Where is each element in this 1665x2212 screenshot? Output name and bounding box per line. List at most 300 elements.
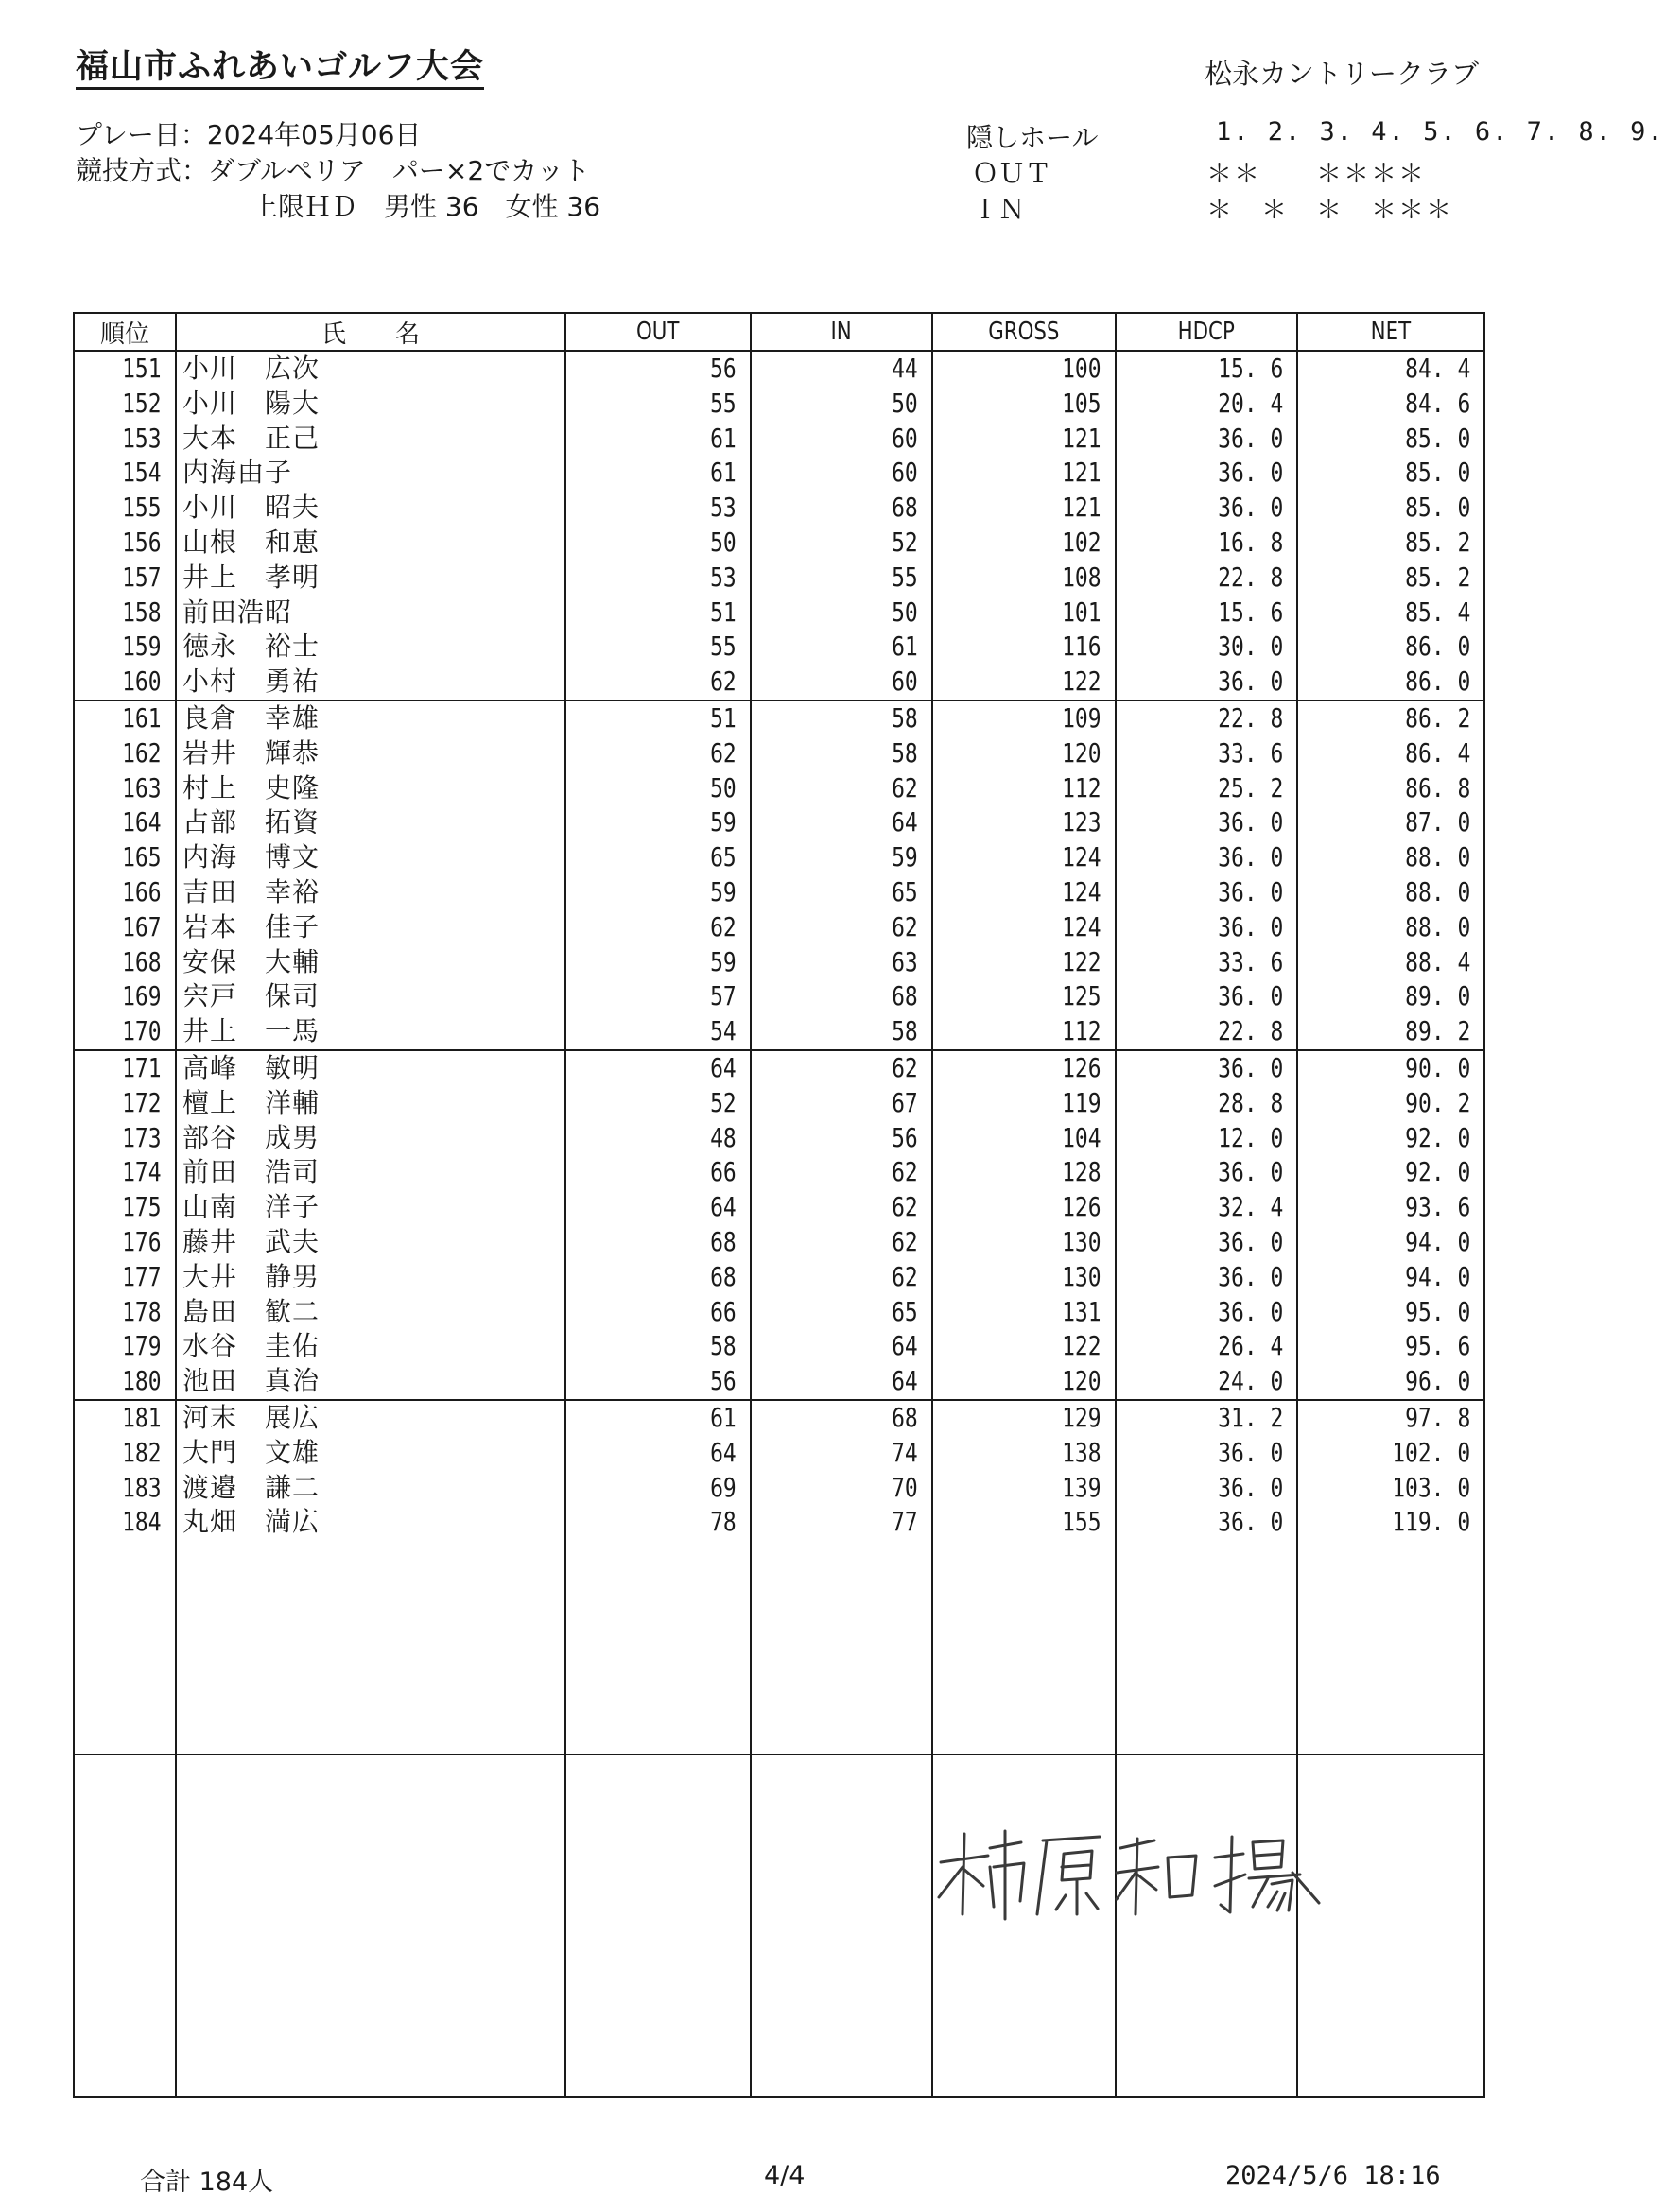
cell-rank: 169 (74, 979, 176, 1014)
cell-net: 89. 2 (1297, 1014, 1484, 1050)
cell-name: 良倉 幸雄 (176, 700, 565, 736)
cell-gross: 122 (932, 665, 1116, 700)
cell-net: 92. 0 (1297, 1121, 1484, 1156)
cell-rank: 152 (74, 387, 176, 422)
signature-row (74, 1754, 1484, 2097)
cell-name: 山根 和恵 (176, 526, 565, 561)
cell-in: 77 (751, 1505, 932, 1540)
cell-rank: 184 (74, 1505, 176, 1540)
cell-hdcp: 26. 4 (1116, 1329, 1297, 1364)
table-row (74, 1086, 1484, 1121)
cell-out: 59 (565, 875, 751, 910)
cell-rank: 167 (74, 910, 176, 945)
cell-name: 小川 陽大 (176, 387, 565, 422)
cell-hdcp: 15. 6 (1116, 596, 1297, 631)
cell-name: 大門 文雄 (176, 1436, 565, 1471)
cell-out: 55 (565, 387, 751, 422)
cell-out: 62 (565, 910, 751, 945)
cell-in: 62 (751, 1225, 932, 1260)
table-row (74, 805, 1484, 840)
cell-gross: 104 (932, 1121, 1116, 1156)
cell-name: 内海由子 (176, 456, 565, 491)
cell-net: 88. 0 (1297, 910, 1484, 945)
cell-gross: 120 (932, 1364, 1116, 1400)
cell-rank: 178 (74, 1295, 176, 1330)
cell-rank: 182 (74, 1436, 176, 1471)
signature-cell (751, 1754, 932, 2097)
cell-name: 前田 浩司 (176, 1155, 565, 1190)
cell-in: 44 (751, 351, 932, 387)
in-hidden-marks: ＊ ＊ ＊ ＊＊＊ (1206, 196, 1453, 225)
cell-gross: 126 (932, 1190, 1116, 1225)
table-row (74, 1121, 1484, 1156)
cell-net: 85. 2 (1297, 526, 1484, 561)
cell-gross: 130 (932, 1225, 1116, 1260)
cell-in: 74 (751, 1436, 932, 1471)
table-row (74, 945, 1484, 980)
cell-gross: 109 (932, 700, 1116, 736)
cell-rank: 171 (74, 1050, 176, 1086)
cell-in: 58 (751, 736, 932, 771)
cell-name: 大本 正己 (176, 422, 565, 457)
cell-hdcp: 36. 0 (1116, 1155, 1297, 1190)
table-row (74, 700, 1484, 736)
cell-in: 61 (751, 630, 932, 665)
cell-name: 小川 広次 (176, 351, 565, 387)
cell-hdcp: 36. 0 (1116, 805, 1297, 840)
cell-out: 66 (565, 1295, 751, 1330)
cell-in: 70 (751, 1471, 932, 1506)
cell-in: 64 (751, 1329, 932, 1364)
cell-gross: 128 (932, 1155, 1116, 1190)
cell-net: 94. 0 (1297, 1225, 1484, 1260)
cell-hdcp: 25. 2 (1116, 771, 1297, 806)
cell-rank: 159 (74, 630, 176, 665)
cell-gross: 102 (932, 526, 1116, 561)
cell-rank: 163 (74, 771, 176, 806)
cell-gross: 121 (932, 422, 1116, 457)
cell-out: 56 (565, 1364, 751, 1400)
cell-rank: 162 (74, 736, 176, 771)
cell-net: 90. 2 (1297, 1086, 1484, 1121)
cell-out: 78 (565, 1505, 751, 1540)
cell-in: 60 (751, 422, 932, 457)
club-name: 松永カントリークラブ (1204, 58, 1479, 90)
empty-cell (1297, 1540, 1484, 1754)
cell-net: 97. 8 (1297, 1400, 1484, 1436)
cell-in: 60 (751, 456, 932, 491)
cell-gross: 130 (932, 1260, 1116, 1295)
cell-out: 64 (565, 1190, 751, 1225)
cell-net: 85. 2 (1297, 561, 1484, 596)
cell-gross: 139 (932, 1471, 1116, 1506)
cell-gross: 101 (932, 596, 1116, 631)
cell-hdcp: 22. 8 (1116, 561, 1297, 596)
table-row (74, 596, 1484, 631)
cell-rank: 174 (74, 1155, 176, 1190)
cell-net: 88. 0 (1297, 840, 1484, 875)
cell-in: 56 (751, 1121, 932, 1156)
cell-in: 62 (751, 1190, 932, 1225)
cell-out: 61 (565, 1400, 751, 1436)
signature-cell (74, 1754, 176, 2097)
table-row (74, 1364, 1484, 1400)
signature-cell (176, 1754, 565, 2097)
cell-hdcp: 16. 8 (1116, 526, 1297, 561)
cell-rank: 154 (74, 456, 176, 491)
cell-hdcp: 31. 2 (1116, 1400, 1297, 1436)
empty-cell (176, 1540, 565, 1754)
cell-in: 50 (751, 387, 932, 422)
cell-net: 96. 0 (1297, 1364, 1484, 1400)
cell-out: 59 (565, 805, 751, 840)
cell-rank: 165 (74, 840, 176, 875)
empty-cell (751, 1540, 932, 1754)
print-timestamp: 2024/5/6 18:16 (1225, 2161, 1441, 2190)
cell-in: 64 (751, 805, 932, 840)
cell-net: 88. 4 (1297, 945, 1484, 980)
table-row (74, 736, 1484, 771)
cell-name: 島田 歓二 (176, 1295, 565, 1330)
table-row (74, 456, 1484, 491)
cell-name: 小川 昭夫 (176, 491, 565, 526)
cell-name: 池田 真治 (176, 1364, 565, 1400)
cell-net: 95. 6 (1297, 1329, 1484, 1364)
page-number: 4/4 (764, 2161, 806, 2190)
cell-rank: 156 (74, 526, 176, 561)
cell-name: 吉田 幸裕 (176, 875, 565, 910)
cell-gross: 126 (932, 1050, 1116, 1086)
cell-gross: 125 (932, 979, 1116, 1014)
cell-hdcp: 36. 0 (1116, 1295, 1297, 1330)
cell-gross: 120 (932, 736, 1116, 771)
cell-in: 52 (751, 526, 932, 561)
cell-name: 檀上 洋輔 (176, 1086, 565, 1121)
cell-net: 119. 0 (1297, 1505, 1484, 1540)
cell-hdcp: 36. 0 (1116, 456, 1297, 491)
cell-net: 86. 0 (1297, 630, 1484, 665)
table-row (74, 561, 1484, 596)
cell-name: 部谷 成男 (176, 1121, 565, 1156)
cell-out: 55 (565, 630, 751, 665)
cell-gross: 116 (932, 630, 1116, 665)
table-row (74, 910, 1484, 945)
cell-in: 68 (751, 979, 932, 1014)
cell-in: 64 (751, 1364, 932, 1400)
cell-name: 安保 大輔 (176, 945, 565, 980)
cell-out: 53 (565, 561, 751, 596)
cell-gross: 121 (932, 456, 1116, 491)
cell-out: 53 (565, 491, 751, 526)
cell-out: 61 (565, 456, 751, 491)
cell-hdcp: 28. 8 (1116, 1086, 1297, 1121)
cell-name: 占部 拓資 (176, 805, 565, 840)
out-hidden-marks: ＊＊ ＊＊＊＊ (1206, 160, 1426, 189)
cell-rank: 181 (74, 1400, 176, 1436)
cell-name: 岩井 輝恭 (176, 736, 565, 771)
table-row (74, 526, 1484, 561)
cell-hdcp: 36. 0 (1116, 979, 1297, 1014)
signature-cell (1116, 1754, 1297, 2097)
cell-rank: 166 (74, 875, 176, 910)
cell-in: 62 (751, 1260, 932, 1295)
cell-out: 51 (565, 700, 751, 736)
table-row (74, 875, 1484, 910)
cell-out: 62 (565, 665, 751, 700)
handwritten-signature (931, 1820, 1328, 1924)
cell-hdcp: 22. 8 (1116, 1014, 1297, 1050)
table-row (74, 491, 1484, 526)
cell-rank: 157 (74, 561, 176, 596)
table-row (74, 1400, 1484, 1436)
signature-cell (1297, 1754, 1484, 2097)
table-row (74, 1329, 1484, 1364)
cell-out: 57 (565, 979, 751, 1014)
cell-in: 62 (751, 771, 932, 806)
table-row (74, 351, 1484, 387)
cell-hdcp: 24. 0 (1116, 1364, 1297, 1400)
cell-hdcp: 36. 0 (1116, 422, 1297, 457)
cell-out: 69 (565, 1471, 751, 1506)
cell-name: 渡邉 謙二 (176, 1471, 565, 1506)
cell-in: 67 (751, 1086, 932, 1121)
cell-net: 86. 0 (1297, 665, 1484, 700)
cell-gross: 123 (932, 805, 1116, 840)
cell-out: 66 (565, 1155, 751, 1190)
cell-net: 89. 0 (1297, 979, 1484, 1014)
cell-hdcp: 32. 4 (1116, 1190, 1297, 1225)
table-row (74, 1155, 1484, 1190)
cell-hdcp: 36. 0 (1116, 1260, 1297, 1295)
cell-rank: 161 (74, 700, 176, 736)
cell-out: 62 (565, 736, 751, 771)
cell-in: 63 (751, 945, 932, 980)
cell-gross: 129 (932, 1400, 1116, 1436)
cell-hdcp: 22. 8 (1116, 700, 1297, 736)
col-header-rank: 順位 (74, 313, 176, 351)
table-row (74, 1014, 1484, 1050)
cell-out: 56 (565, 351, 751, 387)
table-row (74, 1471, 1484, 1506)
cell-hdcp: 36. 0 (1116, 1225, 1297, 1260)
cell-in: 59 (751, 840, 932, 875)
cell-net: 86. 2 (1297, 700, 1484, 736)
col-header-out: OUT (565, 313, 751, 351)
cell-gross: 105 (932, 387, 1116, 422)
cell-gross: 155 (932, 1505, 1116, 1540)
cell-name: 徳永 裕士 (176, 630, 565, 665)
play-date: プレー日：2024年05月06日 (76, 119, 422, 150)
cell-hdcp: 36. 0 (1116, 875, 1297, 910)
cell-rank: 155 (74, 491, 176, 526)
empty-cell (1116, 1540, 1297, 1754)
table-row (74, 665, 1484, 700)
cell-name: 内海 博文 (176, 840, 565, 875)
cell-out: 54 (565, 1014, 751, 1050)
cell-name: 岩本 佳子 (176, 910, 565, 945)
empty-row (74, 1540, 1484, 1754)
cell-gross: 124 (932, 840, 1116, 875)
cell-name: 河末 展広 (176, 1400, 565, 1436)
format-line-1: 競技方式：ダブルペリア パー×2でカット (76, 155, 590, 186)
cell-hdcp: 30. 0 (1116, 630, 1297, 665)
cell-out: 52 (565, 1086, 751, 1121)
cell-in: 50 (751, 596, 932, 631)
table-row (74, 979, 1484, 1014)
cell-out: 50 (565, 526, 751, 561)
table-row (74, 1225, 1484, 1260)
cell-hdcp: 15. 6 (1116, 351, 1297, 387)
cell-net: 103. 0 (1297, 1471, 1484, 1506)
cell-gross: 122 (932, 1329, 1116, 1364)
cell-hdcp: 36. 0 (1116, 840, 1297, 875)
cell-in: 58 (751, 1014, 932, 1050)
page-title: 福山市ふれあいゴルフ大会 (76, 47, 484, 90)
cell-name: 大井 静男 (176, 1260, 565, 1295)
cell-out: 50 (565, 771, 751, 806)
table-row (74, 1295, 1484, 1330)
cell-gross: 124 (932, 910, 1116, 945)
table-row (74, 771, 1484, 806)
in-label: ＩＮ (972, 194, 1026, 225)
empty-cell (565, 1540, 751, 1754)
cell-out: 48 (565, 1121, 751, 1156)
cell-out: 51 (565, 596, 751, 631)
cell-out: 68 (565, 1225, 751, 1260)
cell-gross: 112 (932, 771, 1116, 806)
cell-name: 藤井 武夫 (176, 1225, 565, 1260)
cell-net: 85. 0 (1297, 422, 1484, 457)
cell-in: 68 (751, 491, 932, 526)
cell-out: 64 (565, 1050, 751, 1086)
cell-rank: 179 (74, 1329, 176, 1364)
cell-rank: 172 (74, 1086, 176, 1121)
cell-name: 村上 史隆 (176, 771, 565, 806)
table-row (74, 1190, 1484, 1225)
cell-name: 前田浩昭 (176, 596, 565, 631)
cell-net: 92. 0 (1297, 1155, 1484, 1190)
cell-out: 64 (565, 1436, 751, 1471)
table-row (74, 840, 1484, 875)
cell-name: 水谷 圭佑 (176, 1329, 565, 1364)
cell-hdcp: 36. 0 (1116, 491, 1297, 526)
cell-rank: 170 (74, 1014, 176, 1050)
cell-net: 85. 0 (1297, 491, 1484, 526)
cell-net: 84. 4 (1297, 351, 1484, 387)
cell-name: 丸畑 満広 (176, 1505, 565, 1540)
cell-gross: 100 (932, 351, 1116, 387)
cell-net: 102. 0 (1297, 1436, 1484, 1471)
table-row (74, 422, 1484, 457)
cell-rank: 160 (74, 665, 176, 700)
cell-net: 84. 6 (1297, 387, 1484, 422)
cell-rank: 176 (74, 1225, 176, 1260)
cell-in: 65 (751, 1295, 932, 1330)
cell-net: 85. 0 (1297, 456, 1484, 491)
signature-cell (932, 1754, 1116, 2097)
cell-rank: 168 (74, 945, 176, 980)
cell-in: 62 (751, 910, 932, 945)
col-header-net: NET (1297, 313, 1484, 351)
empty-cell (932, 1540, 1116, 1754)
col-header-name: 氏 名 (176, 313, 565, 351)
out-label: ＯＵＴ (972, 158, 1052, 189)
cell-net: 87. 0 (1297, 805, 1484, 840)
col-header-in: IN (751, 313, 932, 351)
cell-gross: 121 (932, 491, 1116, 526)
cell-name: 井上 孝明 (176, 561, 565, 596)
cell-net: 86. 4 (1297, 736, 1484, 771)
cell-rank: 164 (74, 805, 176, 840)
table-row (74, 1050, 1484, 1086)
cell-net: 94. 0 (1297, 1260, 1484, 1295)
cell-in: 68 (751, 1400, 932, 1436)
cell-name: 山南 洋子 (176, 1190, 565, 1225)
cell-hdcp: 12. 0 (1116, 1121, 1297, 1156)
cell-gross: 124 (932, 875, 1116, 910)
col-header-gross: GROSS (932, 313, 1116, 351)
cell-in: 55 (751, 561, 932, 596)
cell-name: 井上 一馬 (176, 1014, 565, 1050)
cell-net: 93. 6 (1297, 1190, 1484, 1225)
cell-rank: 175 (74, 1190, 176, 1225)
cell-name: 高峰 敏明 (176, 1050, 565, 1086)
cell-in: 62 (751, 1155, 932, 1190)
cell-net: 88. 0 (1297, 875, 1484, 910)
cell-out: 65 (565, 840, 751, 875)
format-line-2: 上限ＨＤ 男性 36 女性 36 (251, 191, 601, 222)
cell-gross: 131 (932, 1295, 1116, 1330)
cell-gross: 112 (932, 1014, 1116, 1050)
cell-rank: 151 (74, 351, 176, 387)
col-header-hdcp: HDCP (1116, 313, 1297, 351)
hidden-holes-value: 1. 2. 3. 4. 5. 6. 7. 8. 9. (1216, 117, 1665, 147)
cell-out: 61 (565, 422, 751, 457)
cell-in: 65 (751, 875, 932, 910)
cell-rank: 153 (74, 422, 176, 457)
cell-hdcp: 20. 4 (1116, 387, 1297, 422)
cell-rank: 180 (74, 1364, 176, 1400)
cell-gross: 122 (932, 945, 1116, 980)
cell-hdcp: 36. 0 (1116, 665, 1297, 700)
hidden-holes-label: 隠しホール (966, 122, 1099, 153)
cell-in: 62 (751, 1050, 932, 1086)
cell-net: 90. 0 (1297, 1050, 1484, 1086)
table-row (74, 387, 1484, 422)
cell-hdcp: 33. 6 (1116, 736, 1297, 771)
cell-out: 58 (565, 1329, 751, 1364)
cell-net: 85. 4 (1297, 596, 1484, 631)
cell-hdcp: 33. 6 (1116, 945, 1297, 980)
table-row (74, 1260, 1484, 1295)
cell-rank: 183 (74, 1471, 176, 1506)
signature-cell (565, 1754, 751, 2097)
cell-name: 宍戸 保司 (176, 979, 565, 1014)
total-count: 合計 184人 (140, 2168, 274, 2197)
cell-hdcp: 36. 0 (1116, 1505, 1297, 1540)
cell-hdcp: 36. 0 (1116, 1436, 1297, 1471)
table-header-row (74, 313, 1484, 351)
cell-hdcp: 36. 0 (1116, 1050, 1297, 1086)
cell-rank: 177 (74, 1260, 176, 1295)
cell-net: 86. 8 (1297, 771, 1484, 806)
cell-in: 58 (751, 700, 932, 736)
cell-in: 60 (751, 665, 932, 700)
cell-hdcp: 36. 0 (1116, 910, 1297, 945)
table-row (74, 1505, 1484, 1540)
cell-out: 59 (565, 945, 751, 980)
cell-gross: 108 (932, 561, 1116, 596)
